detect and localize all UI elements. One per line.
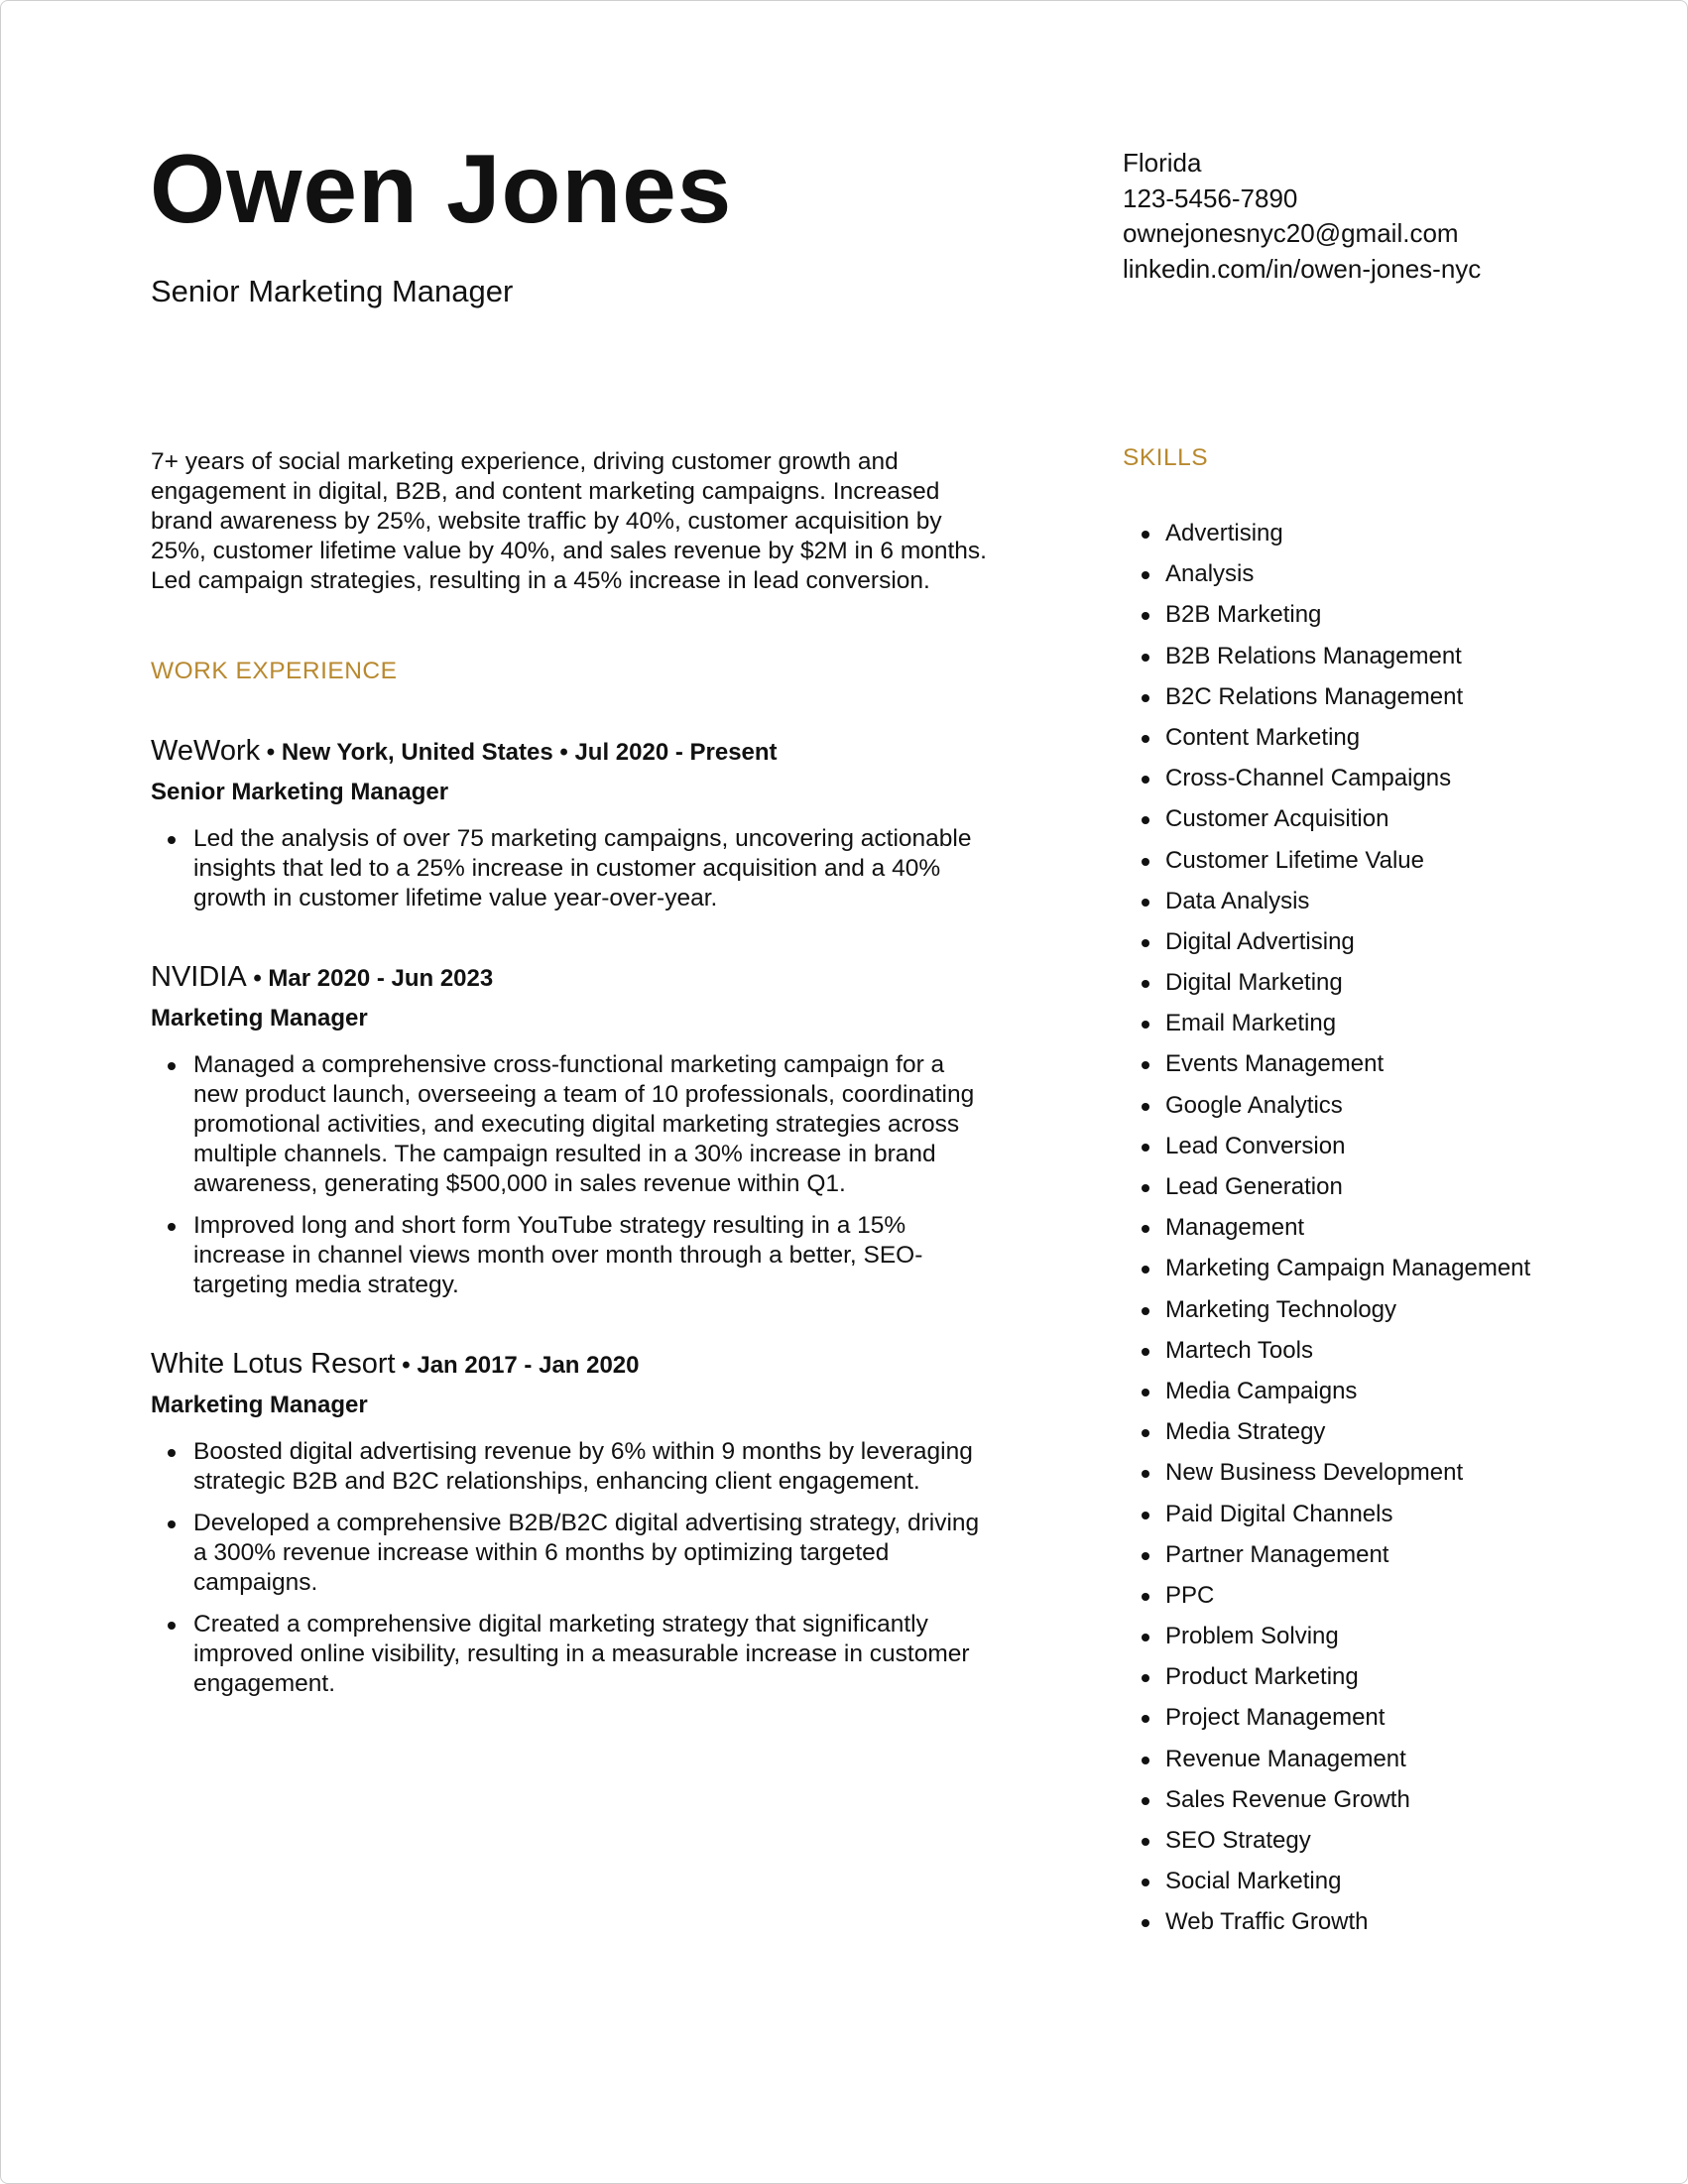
bullet-icon <box>168 1223 176 1231</box>
skill-item <box>1123 1254 1589 1283</box>
skill-item <box>1123 764 1589 793</box>
skill-item <box>1123 1785 1589 1815</box>
job-bullet <box>151 1509 994 1598</box>
bullet-icon <box>1142 735 1149 743</box>
job-header <box>151 1348 994 1382</box>
bullet-icon <box>1142 1144 1149 1152</box>
skill-text: Lead Generation <box>1165 1173 1343 1200</box>
bullet-icon <box>1142 1470 1149 1478</box>
bullet-icon <box>1142 1061 1149 1069</box>
skill-item <box>1123 1907 1589 1937</box>
contact-phone: 123-5456-7890 <box>1123 182 1298 213</box>
skill-item <box>1123 1458 1589 1488</box>
job-bullet <box>151 824 994 913</box>
skill-text: B2C Relations Management <box>1165 682 1464 710</box>
job-bullets <box>151 824 994 913</box>
bullet-icon <box>1142 816 1149 824</box>
skill-text: Paid Digital Channels <box>1165 1500 1393 1527</box>
company-name: White Lotus Resort <box>151 1348 396 1380</box>
bullet-icon <box>1142 1674 1149 1682</box>
job-details: • Jan 2017 - Jan 2020 <box>395 1352 640 1379</box>
bullet-icon <box>1142 858 1149 866</box>
skill-item <box>1123 846 1589 876</box>
skill-item <box>1123 1295 1589 1325</box>
bullet-icon <box>1142 1266 1149 1274</box>
bullet-text: Developed a comprehensive B2B/B2C digital advertising strategy, driving a 300% revenue increase within 6 months by optimizing targeted campaigns. <box>193 1510 980 1596</box>
bullet-icon <box>1142 1552 1149 1560</box>
bullet-icon <box>168 1062 176 1070</box>
skill-text: B2B Marketing <box>1165 601 1322 629</box>
bullet-icon <box>1142 1389 1149 1396</box>
skill-item <box>1123 600 1589 630</box>
bullet-icon <box>1142 531 1149 539</box>
skill-item <box>1123 1581 1589 1611</box>
bullet-icon <box>1142 1512 1149 1519</box>
bullet-icon <box>1142 1797 1149 1805</box>
skill-text: Management <box>1165 1214 1305 1242</box>
skill-item <box>1123 1172 1589 1202</box>
bullet-text: Led the analysis of over 75 marketing campaigns, uncovering actionable insights that led to a 25% increase in customer acquisition and a 40% growth in customer lifetime value year-over-year. <box>193 825 972 911</box>
skill-item <box>1123 1867 1589 1896</box>
skill-item <box>1123 1662 1589 1692</box>
skill-text: Digital Advertising <box>1165 927 1355 955</box>
summary-paragraph: 7+ years of social marketing experience, driving customer growth and engagement in digital, B2B, and content marketing campaigns. Increased brand awareness by 25%, website traffic by 40%, customer acquisition by 25%, customer lifetime value by 40%, and sales revenue by $2M in 6 months. Led campaign strategies, resulting in a 45% increase in lead conversion. <box>151 448 987 594</box>
candidate-title: Senior Marketing Manager <box>151 274 514 308</box>
skill-item <box>1123 887 1589 916</box>
candidate-name: Owen Jones <box>150 134 733 243</box>
skill-text: B2B Relations Management <box>1165 642 1462 669</box>
skill-text: Google Analytics <box>1165 1091 1343 1119</box>
skill-item <box>1123 642 1589 671</box>
job-bullet <box>151 1437 994 1497</box>
skill-text: Social Marketing <box>1165 1868 1342 1895</box>
bullet-icon <box>168 1520 176 1528</box>
skill-text: Marketing Campaign Management <box>1165 1255 1531 1282</box>
skill-text: Customer Acquisition <box>1165 805 1389 833</box>
company-name: NVIDIA <box>151 961 247 993</box>
job-entry <box>151 961 994 1300</box>
job-bullet <box>151 1211 994 1300</box>
skill-item <box>1123 1213 1589 1243</box>
company-name: WeWork <box>151 735 261 767</box>
bullet-icon <box>1142 1757 1149 1764</box>
bullet-icon <box>1142 1593 1149 1601</box>
skill-text: Web Traffic Growth <box>1165 1908 1369 1936</box>
bullet-icon <box>1142 1919 1149 1927</box>
bullet-icon <box>1142 1021 1149 1029</box>
bullet-icon <box>1142 776 1149 784</box>
bullet-icon <box>1142 980 1149 988</box>
job-entry <box>151 1348 994 1699</box>
skill-item <box>1123 559 1589 589</box>
skill-item <box>1123 1091 1589 1121</box>
bullet-icon <box>1142 612 1149 620</box>
bullet-icon <box>1142 654 1149 662</box>
skill-text: Customer Lifetime Value <box>1165 846 1424 874</box>
bullet-icon <box>1142 1307 1149 1315</box>
skill-text: Content Marketing <box>1165 723 1361 751</box>
work-experience-heading: WORK EXPERIENCE <box>151 658 398 684</box>
skill-item <box>1123 519 1589 548</box>
skills-heading: SKILLS <box>1123 444 1209 471</box>
contact-block <box>1123 146 1481 287</box>
job-details: • New York, United States • Jul 2020 - Present <box>260 739 778 766</box>
skill-text: Lead Conversion <box>1165 1132 1346 1159</box>
bullet-icon <box>1142 694 1149 702</box>
skill-item <box>1123 1417 1589 1447</box>
bullet-icon <box>168 1449 176 1457</box>
bullet-icon <box>1142 1348 1149 1356</box>
bullet-icon <box>1142 1103 1149 1111</box>
skill-text: Email Marketing <box>1165 1010 1337 1037</box>
skill-text: Martech Tools <box>1165 1336 1313 1364</box>
bullet-icon <box>1142 1429 1149 1437</box>
job-role: Marketing Manager <box>151 1392 368 1418</box>
job-header <box>151 961 994 995</box>
job-bullets <box>151 1437 994 1699</box>
skill-text: Cross-Channel Campaigns <box>1165 765 1452 792</box>
skill-text: Advertising <box>1165 520 1283 546</box>
skill-item <box>1123 723 1589 753</box>
skill-item <box>1123 1336 1589 1366</box>
bullet-icon <box>1142 899 1149 907</box>
main-column <box>151 447 994 1711</box>
bullet-icon <box>1142 571 1149 579</box>
bullet-icon <box>1142 1715 1149 1723</box>
skill-item <box>1123 1500 1589 1529</box>
skill-item <box>1123 1622 1589 1651</box>
skill-text: SEO Strategy <box>1165 1827 1311 1854</box>
skill-text: Media Campaigns <box>1165 1377 1358 1404</box>
contact-location: Florida <box>1123 148 1202 178</box>
skill-text: Revenue Management <box>1165 1745 1406 1772</box>
skill-item <box>1123 682 1589 712</box>
job-bullet <box>151 1050 994 1199</box>
skill-item <box>1123 968 1589 998</box>
job-header <box>151 735 994 769</box>
bullet-icon <box>1142 1879 1149 1886</box>
skill-item <box>1123 1009 1589 1038</box>
skills-list <box>1123 519 1589 1937</box>
job-role: Senior Marketing Manager <box>151 779 449 805</box>
skill-text: Media Strategy <box>1165 1418 1326 1446</box>
skill-text: Analysis <box>1165 560 1255 588</box>
skill-text: New Business Development <box>1165 1459 1464 1487</box>
skill-text: Marketing Technology <box>1165 1295 1397 1323</box>
skill-text: Product Marketing <box>1165 1663 1359 1691</box>
skill-item <box>1123 1377 1589 1406</box>
bullet-icon <box>168 1622 176 1630</box>
skill-text: Partner Management <box>1165 1540 1389 1568</box>
job-role: Marketing Manager <box>151 1005 368 1031</box>
skill-item <box>1123 1703 1589 1733</box>
skill-item <box>1123 1540 1589 1570</box>
skill-item <box>1123 1745 1589 1774</box>
bullet-icon <box>1142 1225 1149 1233</box>
skill-text: Digital Marketing <box>1165 969 1343 997</box>
skills-column <box>1123 444 1589 1949</box>
skill-text: Data Analysis <box>1165 887 1310 914</box>
job-bullets <box>151 1050 994 1300</box>
bullet-text: Created a comprehensive digital marketing strategy that significantly improved online visibility, resulting in a measurable increase in customer engagement. <box>193 1611 970 1697</box>
bullet-icon <box>1142 1634 1149 1641</box>
job-details: • Mar 2020 - Jun 2023 <box>246 965 494 992</box>
skill-text: Sales Revenue Growth <box>1165 1785 1410 1813</box>
contact-linkedin[interactable]: linkedin.com/in/owen-jones-nyc <box>1123 253 1482 284</box>
skill-item <box>1123 1049 1589 1079</box>
job-bullet <box>151 1610 994 1699</box>
skill-text: PPC <box>1165 1581 1215 1609</box>
bullet-icon <box>1142 1838 1149 1846</box>
skill-item <box>1123 927 1589 957</box>
bullet-text: Managed a comprehensive cross-functional marketing campaign for a new product launch, overseeing a team of 10 professionals, coordinating promotional activities, and executing digital marketing strategies across multiple channels. The campaign resulted in a 30% increase in brand awareness, generating $500,000 in sales revenue within Q1. <box>193 1051 975 1197</box>
skill-item <box>1123 1826 1589 1856</box>
job-entry <box>151 735 994 913</box>
bullet-icon <box>1142 1184 1149 1192</box>
skill-item <box>1123 804 1589 834</box>
bullet-icon <box>1142 939 1149 947</box>
skill-text: Problem Solving <box>1165 1623 1339 1650</box>
skill-text: Project Management <box>1165 1704 1386 1732</box>
skill-item <box>1123 1132 1589 1161</box>
skill-text: Events Management <box>1165 1050 1385 1078</box>
bullet-text: Boosted digital advertising revenue by 6% within 9 months by leveraging strategic B2B and B2C relationships, enhancing client engagement. <box>193 1438 973 1495</box>
bullet-icon <box>168 836 176 844</box>
contact-email[interactable]: ownejonesnyc20@gmail.com <box>1123 218 1459 248</box>
bullet-text: Improved long and short form YouTube strategy resulting in a 15% increase in channel views month over month through a better, SEO-targeting media strategy. <box>193 1212 923 1298</box>
